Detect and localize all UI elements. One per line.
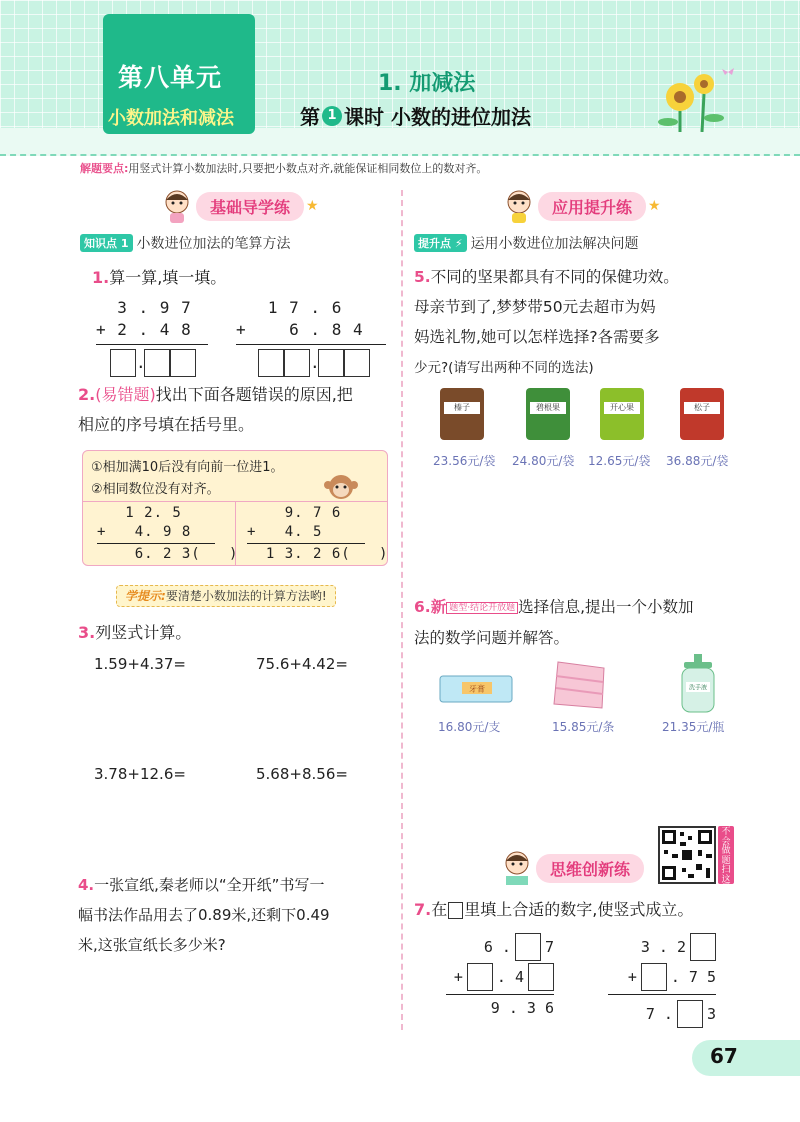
child-reading-mascot-icon <box>500 850 534 886</box>
unit-title: 第八单元 <box>118 63 223 92</box>
answer-box[interactable] <box>641 963 667 991</box>
study-hint: 学提示:要清楚小数加法的计算方法哟! <box>116 585 336 607</box>
solving-tip <box>80 160 487 176</box>
nut-bag-icon: 榛子 <box>440 388 484 440</box>
improvement-point-tag: 提升点 ⚡ <box>414 234 467 252</box>
unit-subtitle: 小数加法和减法 <box>108 108 234 129</box>
answer-box[interactable] <box>690 933 716 961</box>
answer-box[interactable] <box>515 933 541 961</box>
expression-1: 1.59+4.37= <box>94 655 186 673</box>
product-pine-nut <box>680 388 724 440</box>
q1-calc-b: 1 7 . 6 + 6 . 8 4 . <box>236 298 386 377</box>
qr-caption: 不会做题扫这里 <box>718 826 734 884</box>
section-banner-apply <box>502 188 661 224</box>
page-number-tab <box>692 1040 800 1076</box>
section-banner-basic <box>160 188 319 224</box>
answer-box[interactable] <box>344 349 370 377</box>
knowledge-point-tag: 知识点 1 <box>80 234 133 252</box>
question-5: 5.不同的坚果都具有不同的保健功效。 母亲节到了,梦梦带50元去超市为妈 妈选礼物,她可以怎样选择?各需要多 少元?(请写出两种不同的选法) <box>414 268 679 376</box>
sunflower-icon <box>640 62 740 132</box>
lesson-subtitle <box>300 101 531 130</box>
child-mascot-icon <box>502 188 536 224</box>
column-divider <box>401 190 403 1030</box>
question-7: 7.在 里填上合适的数字,使竖式成立。 <box>414 900 694 919</box>
expression-2: 75.6+4.42= <box>256 655 348 673</box>
page-number: 67 <box>710 1044 738 1068</box>
price-pecan: 24.80元/袋 <box>512 454 575 468</box>
expression-3: 3.78+12.6= <box>94 765 186 783</box>
answer-box[interactable] <box>144 349 170 377</box>
question-3: 3.列竖式计算。 <box>78 623 192 642</box>
price-toothpaste: 16.80元/支 <box>438 720 501 734</box>
q7-calc-b: 3 . 2 + . 7 5 7 . 3 <box>600 932 716 1029</box>
expression-4: 5.68+8.56= <box>256 765 348 783</box>
price-pine-nut: 36.88元/袋 <box>666 454 729 468</box>
banner-label: 基础导学练 <box>196 192 304 221</box>
blank-box-icon <box>448 902 463 919</box>
towel-icon <box>548 656 612 714</box>
nut-bag-icon: 碧根果 <box>526 388 570 440</box>
price-hazelnut: 23.56元/袋 <box>433 454 496 468</box>
improvement-point <box>414 233 639 253</box>
qr-code-pattern <box>660 828 714 882</box>
tip-text: 用竖式计算小数加法时,只要把小数点对齐,就能保证相同数位上的数对齐。 <box>128 162 488 175</box>
price-pistachio: 12.65元/袋 <box>588 454 651 468</box>
star-icon: ★ <box>648 198 661 214</box>
nut-bag-icon: 松子 <box>680 388 724 440</box>
banner-label: 思维创新练 <box>536 854 644 883</box>
product-hazelnut <box>440 388 484 440</box>
q2-calc-1: 1 2. 5 + 4. 9 8 6. 2 3( ) <box>97 505 239 562</box>
answer-box[interactable] <box>677 1000 703 1028</box>
product-pistachio <box>600 388 644 440</box>
hand-soap-bottle-icon <box>676 652 720 714</box>
banner-label: 应用提升练 <box>538 192 646 221</box>
reason-list: ①相加满10后没有向前一位进1。 ②相同数位没有对齐。 <box>91 460 284 497</box>
lesson-prefix: 第 <box>300 105 320 129</box>
answer-box[interactable] <box>258 349 284 377</box>
tip-key: 解题要点: <box>80 162 129 175</box>
q7-calc-a: 6 . 7 + . 4 9 . 3 6 <box>438 932 554 1023</box>
knowledge-point <box>80 233 291 253</box>
svg-text:牙膏: 牙膏 <box>469 684 485 694</box>
nut-bag-icon: 开心果 <box>600 388 644 440</box>
section-banner-thinking <box>500 850 644 886</box>
toothpaste-icon <box>436 668 516 708</box>
star-icon: ★ <box>306 198 319 214</box>
lesson-number-badge: 1 <box>322 106 342 126</box>
svg-text:洗手液: 洗手液 <box>688 684 708 692</box>
lesson-suffix: 课时 小数的进位加法 <box>344 105 531 129</box>
q2-calc-2: 9. 7 6 + 4. 5 1 3. 2 6( ) <box>247 505 389 562</box>
knowledge-point-text: 小数进位加法的笔算方法 <box>136 236 291 252</box>
product-pecan <box>526 388 570 440</box>
answer-box[interactable] <box>318 349 344 377</box>
lesson-title: 1. 加减法 <box>378 71 476 96</box>
question-6: 6.新 题型·结论开放题 选择信息,提出一个小数加 法的数学问题并解答。 <box>414 598 694 647</box>
answer-box[interactable] <box>467 963 493 991</box>
answer-box[interactable] <box>110 349 136 377</box>
error-analysis-panel <box>82 450 388 566</box>
child-mascot-icon <box>160 188 194 224</box>
question-4: 4.一张宣纸,秦老师以“全开纸”书写一 幅书法作品用去了0.89米,还剩下0.49 米,这张宣纸长多少米? <box>78 876 330 954</box>
price-towel: 15.85元/条 <box>552 720 615 734</box>
answer-box[interactable] <box>528 963 554 991</box>
price-hand-soap: 21.35元/瓶 <box>662 720 725 734</box>
qr-code[interactable] <box>658 826 716 884</box>
monkey-icon <box>321 471 361 501</box>
improvement-point-text: 运用小数进位加法解决问题 <box>470 236 639 252</box>
answer-box[interactable] <box>170 349 196 377</box>
q1-calc-a: 3 . 9 7 + 2 . 4 8 . <box>96 298 208 377</box>
answer-box[interactable] <box>284 349 310 377</box>
question-1: 1.算一算,填一填。 <box>92 268 227 287</box>
question-2: 2.(易错题)找出下面各题错误的原因,把 相应的序号填在括号里。 <box>78 385 353 434</box>
